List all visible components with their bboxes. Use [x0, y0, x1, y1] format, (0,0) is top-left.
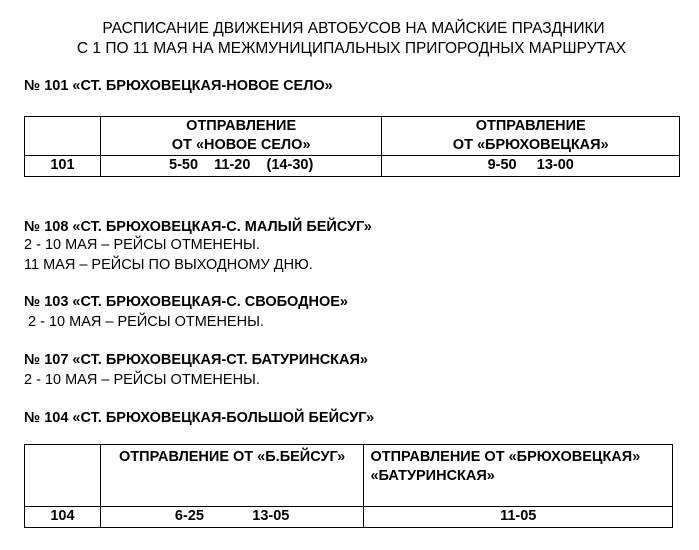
route-104-title: № 104 «СТ. БРЮХОВЕЦКАЯ-БОЛЬШОЙ БЕЙСУГ»	[24, 410, 375, 426]
route-108-note-2: 11 МАЯ – РЕЙСЫ ПО ВЫХОДНОМУ ДНЮ.	[24, 257, 313, 273]
document-title-line1: РАСПИСАНИЕ ДВИЖЕНИЯ АВТОБУСОВ НА МАЙСКИЕ ПРАЗДНИКИ	[102, 20, 605, 37]
departure-label: ОТПРАВЛЕНИЕ	[475, 118, 586, 134]
route-101-schedule-table	[24, 116, 680, 177]
route-103-note-1: 2 - 10 МАЯ – РЕЙСЫ ОТМЕНЕНЫ.	[24, 314, 264, 330]
route-108-title: № 108 «СТ. БРЮХОВЕЦКАЯ-С. МАЛЫЙ БЕЙСУГ»	[24, 219, 372, 235]
table-row	[25, 156, 680, 177]
route-108-note-1: 2 - 10 МАЯ – РЕЙСЫ ОТМЕНЕНЫ.	[24, 237, 260, 253]
table-header-cell	[382, 117, 680, 156]
table-header-cell	[364, 445, 673, 507]
departure-times-cell: 5-50 11-20 (14-30)	[100, 156, 382, 177]
document-title-line2: С 1 ПО 11 МАЯ НА МЕЖМУНИЦИПАЛЬНЫХ ПРИГОРОДНЫХ МАРШРУТАХ	[76, 40, 627, 57]
route-number-cell: 101	[25, 156, 101, 177]
departure-label: ОТПРАВЛЕНИЕ	[186, 118, 297, 134]
route-107-note-1: 2 - 10 МАЯ – РЕЙСЫ ОТМЕНЕНЫ.	[24, 372, 260, 388]
table-header-cell-empty	[25, 117, 101, 156]
departure-times-cell: 11-05	[364, 507, 673, 528]
route-104-schedule-table	[24, 444, 673, 528]
route-101-title: № 101 «СТ. БРЮХОВЕЦКАЯ-НОВОЕ СЕЛО»	[24, 78, 333, 94]
route-103-title: № 103 «СТ. БРЮХОВЕЦКАЯ-С. СВОБОДНОЕ»	[24, 294, 348, 310]
departure-origin: ОТПРАВЛЕНИЕ ОТ «Б.БЕЙСУГ»	[119, 449, 346, 465]
departure-origin-secondary: «БАТУРИНСКАЯ»	[370, 468, 495, 484]
table-header-cell	[100, 117, 382, 156]
departure-times-cell: 6-25 13-05	[100, 507, 364, 528]
departure-times-cell: 9-50 13-00	[382, 156, 680, 177]
departure-origin: ОТПРАВЛЕНИЕ ОТ «БРЮХОВЕЦКАЯ»	[370, 449, 641, 465]
table-header-cell-empty	[25, 445, 101, 507]
table-row	[25, 507, 673, 528]
table-header-cell	[100, 445, 364, 507]
table-header-row	[25, 117, 680, 156]
table-header-row	[25, 445, 673, 507]
departure-origin: ОТ «БРЮХОВЕЦКАЯ»	[452, 137, 609, 153]
route-number-cell: 104	[25, 507, 101, 528]
departure-origin: ОТ «НОВОЕ СЕЛО»	[171, 137, 311, 153]
route-107-title: № 107 «СТ. БРЮХОВЕЦКАЯ-СТ. БАТУРИНСКАЯ»	[24, 352, 368, 368]
